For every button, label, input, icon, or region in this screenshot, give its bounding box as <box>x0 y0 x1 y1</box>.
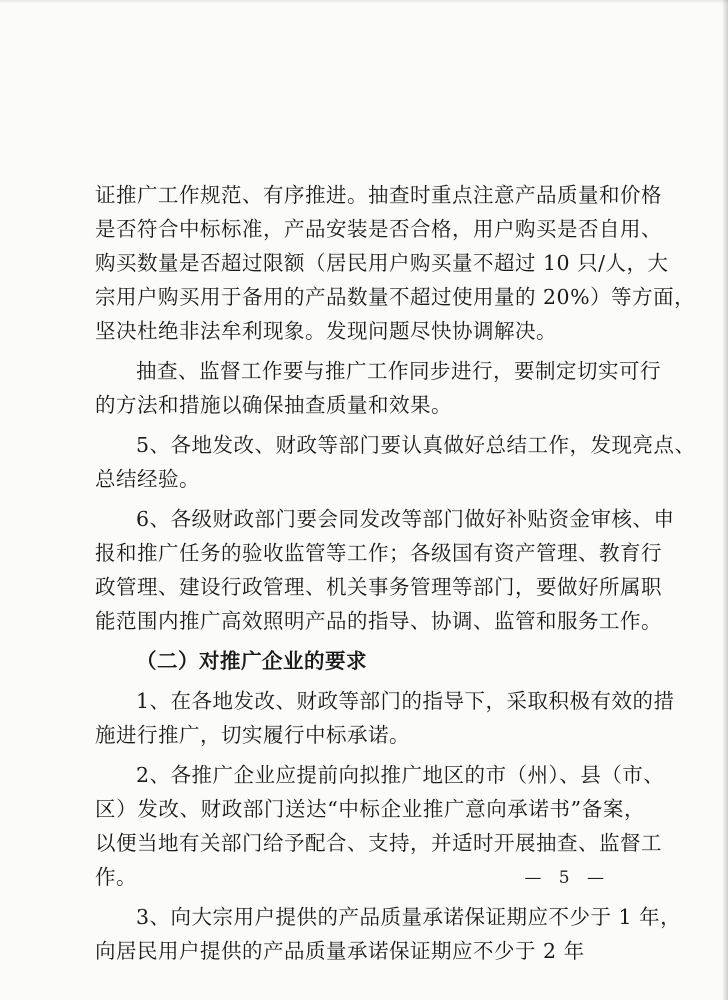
paragraph-item-3 <box>95 900 682 968</box>
text-line: 3、向大宗用户提供的产品质量承诺保证期应不少于 1 年， <box>136 905 682 929</box>
text-line: 区）发改、财政部门送达“中标企业推广意向承诺书”备案， <box>95 797 645 821</box>
text-line: 证推广工作规范、有序推进。抽查时重点注意产品质量和价格 <box>95 183 662 207</box>
body-text <box>95 178 696 968</box>
text-line: 能范围内推广高效照明产品的指导、协调、监管和服务工作。 <box>95 609 662 633</box>
text-line: 总结经验。 <box>95 467 200 491</box>
paragraph-item-5 <box>95 428 696 496</box>
text-line: 坚决杜绝非法牟利现象。发现问题尽快协调解决。 <box>95 319 557 343</box>
text-line: 6、各级财政部门要会同发改等部门做好补贴资金审核、申 <box>136 507 675 531</box>
text-line: 购买数量是否超过限额（居民用户购买量不超过 10 只/人，大 <box>95 251 669 275</box>
text-line: 报和推广任务的验收监管等工作；各级国有资产管理、教育行 <box>95 541 662 565</box>
text-line: 5、各地发改、财政等部门要认真做好总结工作，发现亮点、 <box>136 433 696 457</box>
paragraph-item-1 <box>95 684 675 752</box>
text-line: 施进行推广，切实履行中标承诺。 <box>95 723 410 747</box>
text-line: 抽查、监督工作要与推广工作同步进行，要制定切实可行 <box>136 359 661 383</box>
text-line: 的方法和措施以确保抽查质量和效果。 <box>95 393 452 417</box>
paragraph-item-6 <box>95 502 675 638</box>
section-heading-text: （二）对推广企业的要求 <box>136 649 367 673</box>
text-line: 2、各推广企业应提前向拟推广地区的市（州）、县（市、 <box>136 763 665 787</box>
scan-shadow-right <box>722 0 728 1000</box>
text-line: 作。 <box>95 865 137 889</box>
text-line: 宗用户购买用于备用的产品数量不超过使用量的 20%）等方面， <box>95 285 696 309</box>
text-line: 1、在各地发改、财政等部门的指导下，采取积极有效的措 <box>136 689 675 713</box>
text-line: 是否符合中标标准，产品安装是否合格，用户购买是否自用、 <box>95 217 662 241</box>
paragraph-continuation <box>95 178 696 348</box>
text-line: 以便当地有关部门给予配合、支持，并适时开展抽查、监督工 <box>95 831 662 855</box>
text-line: 政管理、建设行政管理、机关事务管理等部门，要做好所属职 <box>95 575 662 599</box>
scan-shadow-top <box>0 0 728 4</box>
page-number: — 5 — <box>524 868 610 888</box>
text-line: 向居民用户提供的产品质量承诺保证期应不少于 2 年 <box>95 939 585 963</box>
section-heading <box>95 644 645 678</box>
paragraph-inspection <box>95 354 661 422</box>
